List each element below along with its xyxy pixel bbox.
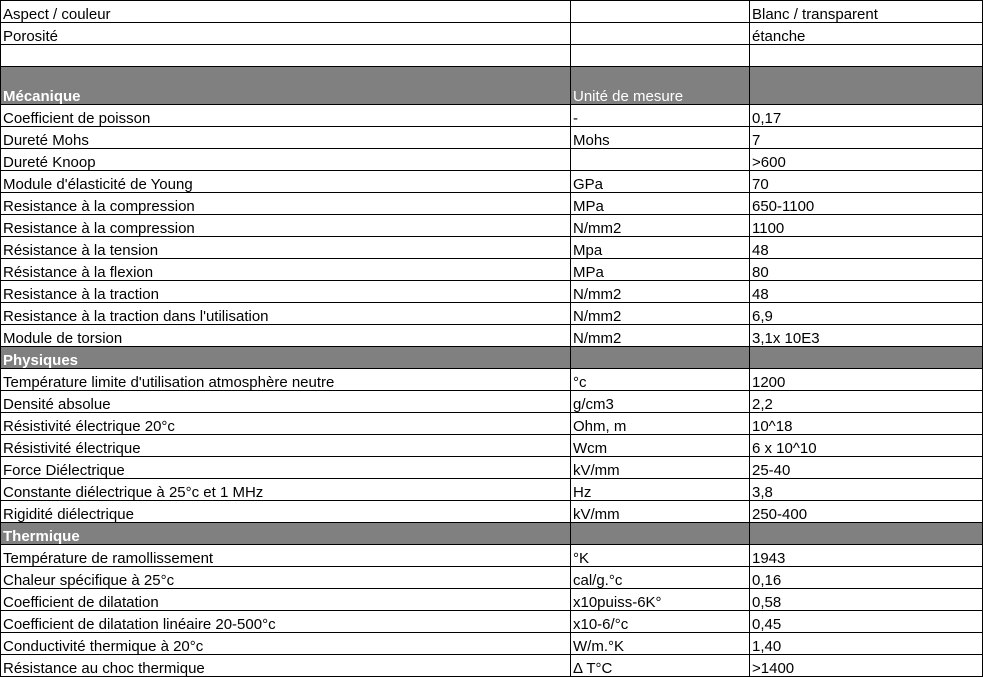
table-row	[1, 611, 983, 633]
property-cell[interactable]: Dureté Mohs	[1, 127, 571, 149]
property-cell[interactable]: Module d'élasticité de Young	[1, 171, 571, 193]
value-cell[interactable]: 3,1x 10E3	[750, 325, 983, 347]
value-cell[interactable]: >1400	[750, 655, 983, 677]
section-title[interactable]: Mécanique	[1, 67, 571, 105]
value-cell[interactable]: 10^18	[750, 413, 983, 435]
unit-cell[interactable]: x10-6/°c	[571, 611, 750, 633]
section-header-thermique	[1, 523, 983, 545]
property-cell[interactable]: Resistance à la compression	[1, 193, 571, 215]
unit-cell[interactable]: Δ T°C	[571, 655, 750, 677]
blank-row	[1, 45, 983, 67]
table-row	[1, 435, 983, 457]
unit-column-header[interactable]: Unité de mesure	[571, 67, 750, 105]
unit-cell[interactable]: N/mm2	[571, 281, 750, 303]
unit-cell[interactable]	[571, 1, 750, 23]
value-cell[interactable]: 650-1100	[750, 193, 983, 215]
property-cell[interactable]: Résistance au choc thermique	[1, 655, 571, 677]
unit-cell[interactable]	[571, 23, 750, 45]
table-row	[1, 545, 983, 567]
table-row	[1, 127, 983, 149]
table-row	[1, 171, 983, 193]
value-cell[interactable]: 48	[750, 281, 983, 303]
property-cell[interactable]: Dureté Knoop	[1, 149, 571, 171]
empty-cell[interactable]	[750, 45, 983, 67]
empty-header-cell[interactable]	[750, 67, 983, 105]
value-cell[interactable]: 0,45	[750, 611, 983, 633]
value-cell[interactable]: 25-40	[750, 457, 983, 479]
table-row	[1, 479, 983, 501]
property-cell[interactable]: Conductivité thermique à 20°c	[1, 633, 571, 655]
value-cell[interactable]: 6 x 10^10	[750, 435, 983, 457]
property-cell[interactable]: Chaleur spécifique à 25°c	[1, 567, 571, 589]
empty-header-cell[interactable]	[750, 347, 983, 369]
value-cell[interactable]: 1,40	[750, 633, 983, 655]
property-cell[interactable]: Température de ramollissement	[1, 545, 571, 567]
table-row	[1, 23, 983, 45]
property-cell[interactable]: Rigidité diélectrique	[1, 501, 571, 523]
value-cell[interactable]: 1200	[750, 369, 983, 391]
value-cell[interactable]: 70	[750, 171, 983, 193]
table-row	[1, 413, 983, 435]
empty-cell[interactable]	[571, 45, 750, 67]
value-cell[interactable]: 0,16	[750, 567, 983, 589]
table-row	[1, 457, 983, 479]
property-cell[interactable]: Résistance à la flexion	[1, 259, 571, 281]
value-cell[interactable]: 80	[750, 259, 983, 281]
value-cell[interactable]: 1100	[750, 215, 983, 237]
value-cell[interactable]: 250-400	[750, 501, 983, 523]
value-cell[interactable]: >600	[750, 149, 983, 171]
table-row	[1, 501, 983, 523]
property-cell[interactable]: Constante diélectrique à 25°c et 1 MHz	[1, 479, 571, 501]
table-row	[1, 1, 983, 23]
property-cell[interactable]: Coefficient de poisson	[1, 105, 571, 127]
unit-cell[interactable]: x10puiss-6K°	[571, 589, 750, 611]
unit-cell[interactable]	[571, 149, 750, 171]
table-row	[1, 215, 983, 237]
table-row	[1, 633, 983, 655]
value-cell[interactable]: 6,9	[750, 303, 983, 325]
unit-cell[interactable]: Ohm, m	[571, 413, 750, 435]
value-cell[interactable]: 1943	[750, 545, 983, 567]
table-row	[1, 655, 983, 677]
property-cell[interactable]: Densité absolue	[1, 391, 571, 413]
unit-cell[interactable]: Mohs	[571, 127, 750, 149]
unit-cell[interactable]: MPa	[571, 193, 750, 215]
unit-cell[interactable]: N/mm2	[571, 303, 750, 325]
unit-cell[interactable]: g/cm3	[571, 391, 750, 413]
property-cell[interactable]: Resistance à la traction dans l'utilisation	[1, 303, 571, 325]
table-row	[1, 325, 983, 347]
unit-cell[interactable]: kV/mm	[571, 501, 750, 523]
unit-cell[interactable]: Hz	[571, 479, 750, 501]
value-cell[interactable]: 7	[750, 127, 983, 149]
property-cell[interactable]: Aspect / couleur	[1, 1, 571, 23]
unit-cell[interactable]: W/m.°K	[571, 633, 750, 655]
property-cell[interactable]: Porosité	[1, 23, 571, 45]
unit-cell[interactable]: Wcm	[571, 435, 750, 457]
unit-cell[interactable]: N/mm2	[571, 215, 750, 237]
value-cell[interactable]: 2,2	[750, 391, 983, 413]
section-header-mecanique	[1, 67, 983, 105]
empty-header-cell[interactable]	[571, 523, 750, 545]
section-title[interactable]: Thermique	[1, 523, 571, 545]
property-cell[interactable]: Résistivité électrique 20°c	[1, 413, 571, 435]
table-row	[1, 589, 983, 611]
value-cell[interactable]: 0,17	[750, 105, 983, 127]
unit-cell[interactable]: °c	[571, 369, 750, 391]
unit-cell[interactable]: -	[571, 105, 750, 127]
property-cell[interactable]: Resistance à la compression	[1, 215, 571, 237]
table-row	[1, 369, 983, 391]
empty-header-cell[interactable]	[571, 347, 750, 369]
property-cell[interactable]: Module de torsion	[1, 325, 571, 347]
section-title[interactable]: Physiques	[1, 347, 571, 369]
unit-cell[interactable]: Mpa	[571, 237, 750, 259]
table-row	[1, 237, 983, 259]
properties-table-body	[1, 1, 983, 677]
property-cell[interactable]: Resistance à la traction	[1, 281, 571, 303]
value-cell[interactable]: 0,58	[750, 589, 983, 611]
property-cell[interactable]: Résistivité électrique	[1, 435, 571, 457]
table-row	[1, 105, 983, 127]
unit-cell[interactable]: N/mm2	[571, 325, 750, 347]
property-cell[interactable]: Force Diélectrique	[1, 457, 571, 479]
table-row	[1, 391, 983, 413]
value-cell[interactable]: étanche	[750, 23, 983, 45]
unit-cell[interactable]: cal/g.°c	[571, 567, 750, 589]
value-cell[interactable]: Blanc / transparent	[750, 1, 983, 23]
table-row	[1, 149, 983, 171]
empty-header-cell[interactable]	[750, 523, 983, 545]
unit-cell[interactable]: MPa	[571, 259, 750, 281]
table-row	[1, 281, 983, 303]
table-row	[1, 567, 983, 589]
value-cell[interactable]: 48	[750, 237, 983, 259]
empty-cell[interactable]	[1, 45, 571, 67]
unit-cell[interactable]: °K	[571, 545, 750, 567]
table-row	[1, 303, 983, 325]
section-header-physiques	[1, 347, 983, 369]
property-cell[interactable]: Température limite d'utilisation atmosphère neutre	[1, 369, 571, 391]
table-row	[1, 193, 983, 215]
property-cell[interactable]: Résistance à la tension	[1, 237, 571, 259]
value-cell[interactable]: 3,8	[750, 479, 983, 501]
unit-cell[interactable]: GPa	[571, 171, 750, 193]
property-cell[interactable]: Coefficient de dilatation linéaire 20-500°c	[1, 611, 571, 633]
unit-cell[interactable]: kV/mm	[571, 457, 750, 479]
table-row	[1, 259, 983, 281]
property-cell[interactable]: Coefficient de dilatation	[1, 589, 571, 611]
